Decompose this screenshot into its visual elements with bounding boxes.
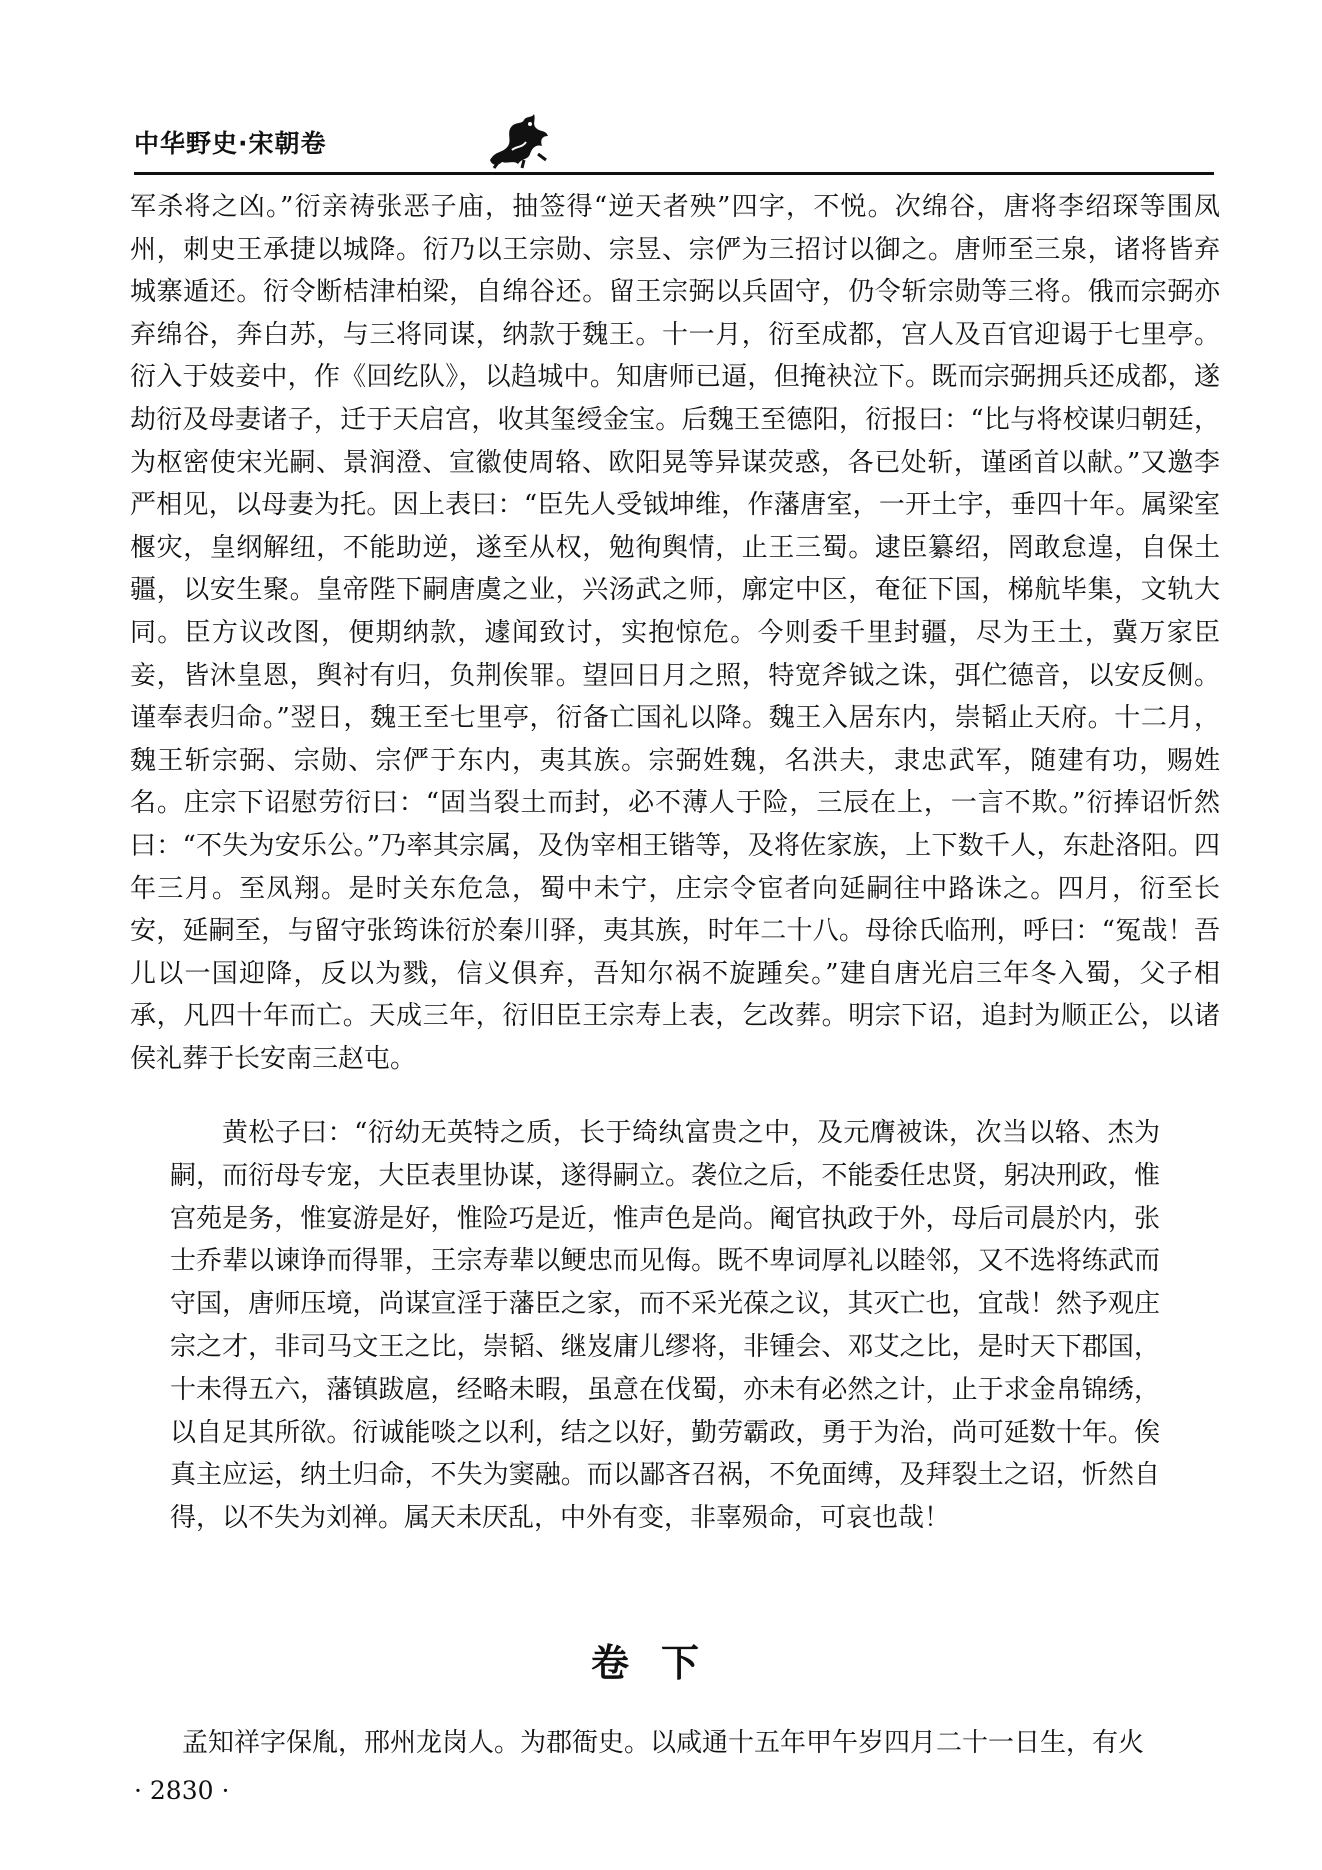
dragon-emblem-icon [482, 110, 552, 170]
running-header [134, 116, 1214, 176]
main-text [130, 186, 1220, 1080]
section-text [130, 1722, 1220, 1764]
running-title: 中华野史·宋朝卷 [134, 129, 327, 158]
commentary-block [170, 1112, 1160, 1540]
section-heading: 卷下 [590, 1641, 731, 1685]
continuation-paragraph: 军杀将之凶。”衍亲祷张恶子庙，抽签得“逆天者殃”四字，不悦。次绵谷，唐将李绍琛等围凤州，刺史王承捷以城降。衍乃以王宗勋、宗昱、宗俨为三招讨以御之。唐师至三泉，诸将皆弃城寨遁还。衍令断桔津柏梁，自绵谷还。留王宗弼以兵固守，仍令斩宗勋等三将。俄而宗弼亦弃绵谷，奔白苏，与三将同谋，纳款于魏王。十一月，衍至成都，宫人及百官迎谒于七里亭。衍入于妓妾中，作《回纥队》，以趋城中。知唐师已逼，但掩袂泣下。既而宗弼拥兵还成都，遂劫衍及母妻诸子，迁于天启宫，收其玺绶金宝。后魏王至德阳，衍报曰：“比与将校谋归朝廷，为枢密使宋光嗣、景润澄、宣徽使周辂、欧阳晃等异谋荧惑，各已处斩，谨函首以献。”又邀李严相见，以母妻为托。因上表曰：“臣先人受钺坤维，作藩唐室，一开土宇，垂四十年。属梁室椻灾，皇纲解纽，不能助逆，遂至从权，勉徇舆情，止王三蜀。逮臣纂绍，罔敢怠遑，自保土疆，以安生聚。皇帝陛下嗣唐虞之业，兴汤武之师，廓定中区，奄征下国，梯航毕集，文轨大同。臣方议改图，便期纳款，遽闻致讨，实抱惊危。今则委千里封疆，尽为王土，冀万家臣妾，皆沐皇恩，舆衬有归，负荆俟罪。望回日月之照，特宽斧钺之诛，弭伫德音，以安反侧。谨奉表归命。”翌日，魏王至七里亭，衍备亡国礼以降。魏王入居东内，崇韬止天府。十二月，魏王斩宗弼、宗勋、宗俨于东内，夷其族。宗弼姓魏，名洪夫，隶忠武军，随建有功，赐姓名。庄宗下诏慰劳衍曰：“固当裂土而封，必不薄人于险，三辰在上，一言不欺。”衍捧诏忻然曰：“不失为安乐公。”乃率其宗属，及伪宰相王锴等，及将佐家族，上下数千人，东赴洛阳。四年三月。至凤翔。是时关东危急，蜀中未宁，庄宗令宦者向延嗣往中路诛之。四月，衍至长安，延嗣至，与留守张筠诛衍於秦川驿，夷其族，时年二十八。母徐氏临刑，呼曰：“冤哉！吾儿以一国迎降，反以为戮，信义俱弃，吾知尔祸不旋踵矣。”建自唐光启三年冬入蜀，父子相承，凡四十年而亡。天成三年，衍旧臣王宗寿上表，乞改葬。明宗下诏，追封为顺正公，以诸侯礼葬于长安南三赵屯。 [130, 192, 1220, 1074]
page-number: · 2830 · [134, 1776, 230, 1805]
opening-paragraph: 孟知祥字保胤，邢州龙岗人。为郡衙史。以咸通十五年甲午岁四月二十一日生，有火 [182, 1728, 1145, 1758]
header-rule [134, 172, 1214, 175]
commentary-paragraph: 黄松子曰：“衍幼无英特之质，长于绮纨富贵之中，及元膺被诛，次当以辂、杰为嗣，而衍母专宠，大臣表里协谋，遂得嗣立。袭位之后，不能委任忠贤，躬决刑政，惟宫苑是务，惟宴游是好，惟险巧是近，惟声色是尚。阉官执政于外，母后司晨於内，张士乔辈以谏诤而得罪，王宗寿辈以鲠忠而见侮。既不卑词厚礼以睦邻，又不选将练武而守国，唐师压境，尚谋宣淫于藩臣之家，而不采光葆之议，其灭亡也，宜哉！然予观庄宗之才，非司马文王之比，崇韬、继岌庸儿缪将，非锺会、邓艾之比，是时天下郡国，十未得五六，藩镇跋扈，经略未暇，虽意在伐蜀，亦未有必然之计，止于求金帛锦绣，以自足其所欲。衍诚能啖之以利，结之以好，勤劳霸政，勇于为治，尚可延数十年。俟真主应运，纳土归命，不失为窦融。而以鄙吝召祸，不免面缚，及拜裂土之诏，忻然自得，以不失为刘禅。属天未厌乱，中外有变，非辜殒命，可哀也哉！ [170, 1118, 1160, 1534]
